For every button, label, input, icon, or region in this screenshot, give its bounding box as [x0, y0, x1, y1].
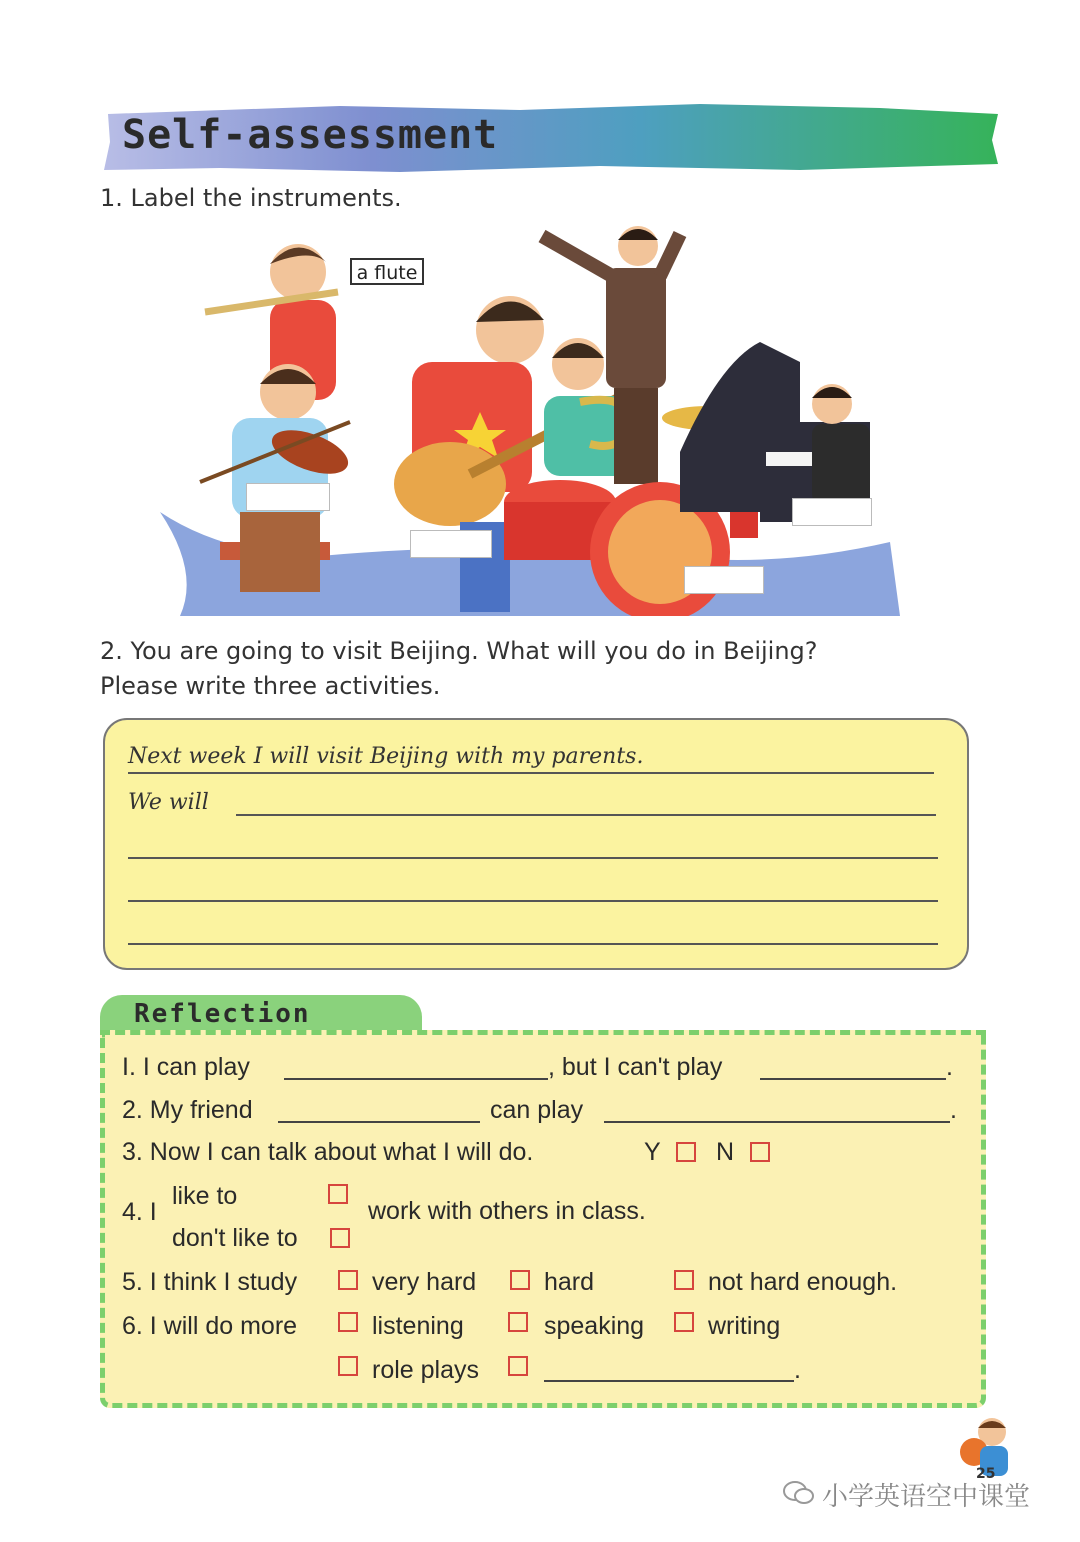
not-hard-enough-checkbox[interactable]: [674, 1270, 694, 1290]
reflection-1-blank-b[interactable]: [760, 1078, 946, 1080]
reflection-3-text: 3. Now I can talk about what I will do.: [122, 1138, 534, 1166]
very-hard-checkbox[interactable]: [338, 1270, 358, 1290]
dont-like-to-checkbox[interactable]: [330, 1228, 350, 1248]
reflection-6-period: .: [794, 1356, 801, 1384]
reflection-2-blank-a[interactable]: [278, 1121, 480, 1123]
not-hard-enough-label: not hard enough.: [708, 1268, 898, 1296]
reflection-title: Reflection: [134, 999, 311, 1029]
reflection-4-text-b: work with others in class.: [368, 1197, 646, 1225]
wechat-icon: [782, 1480, 816, 1506]
reflection-2-text-b: can play: [490, 1096, 584, 1124]
watermark-text: 小学英语空中课堂: [822, 1482, 1031, 1512]
speaking-label: speaking: [544, 1312, 645, 1340]
hard-label: hard: [544, 1268, 595, 1296]
writing-checkbox[interactable]: [674, 1312, 694, 1332]
writing-line-4[interactable]: [128, 900, 938, 902]
reflection-6-text: 6. I will do more: [122, 1312, 298, 1340]
other-blank[interactable]: [544, 1380, 794, 1382]
flute-label: a flute: [350, 258, 424, 285]
role-plays-label: role plays: [372, 1356, 479, 1384]
writing-line-5[interactable]: [128, 943, 938, 945]
listening-label: listening: [372, 1312, 464, 1340]
band-illustration: [160, 212, 900, 616]
writing-line-example: Next week I will visit Beijing with my parents.: [128, 744, 644, 769]
reflection-1-text-b: , but I can't play: [548, 1053, 723, 1081]
writing-line-prefix: We will: [128, 790, 209, 815]
reflection-1-period: .: [946, 1053, 953, 1081]
answer-box-guitar[interactable]: [410, 530, 492, 558]
reflection-4-text: 4. I: [122, 1198, 157, 1226]
reflection-2-blank-b[interactable]: [604, 1121, 950, 1123]
writing-underline-1: [128, 772, 934, 774]
pianist: [812, 384, 870, 504]
page-number: 25: [976, 1466, 996, 1482]
yes-label: Y: [644, 1138, 661, 1166]
answer-box-piano[interactable]: [792, 498, 872, 526]
yes-checkbox[interactable]: [676, 1142, 696, 1162]
no-checkbox[interactable]: [750, 1142, 770, 1162]
reflection-5-text: 5. I think I study: [122, 1268, 298, 1296]
reflection-2-period: .: [950, 1096, 957, 1124]
reflection-2-text: 2. My friend: [122, 1096, 253, 1124]
answer-box-violin[interactable]: [246, 483, 330, 511]
writing-line-2[interactable]: [236, 814, 936, 816]
other-checkbox[interactable]: [508, 1356, 528, 1376]
question-1-prompt: 1. Label the instruments.: [100, 184, 402, 212]
role-plays-checkbox[interactable]: [338, 1356, 358, 1376]
answer-box-drums[interactable]: [684, 566, 764, 594]
question-2-prompt: 2. You are going to visit Beijing. What will you do in Beijing?: [100, 637, 818, 665]
speaking-checkbox[interactable]: [508, 1312, 528, 1332]
like-to-label: like to: [172, 1182, 238, 1210]
reflection-1-blank-a[interactable]: [284, 1078, 548, 1080]
very-hard-label: very hard: [372, 1268, 477, 1296]
listening-checkbox[interactable]: [338, 1312, 358, 1332]
like-to-checkbox[interactable]: [328, 1184, 348, 1204]
writing-line-3[interactable]: [128, 857, 938, 859]
page-title: Self-assessment: [122, 112, 499, 158]
no-label: N: [716, 1138, 735, 1166]
writing-label: writing: [708, 1312, 781, 1340]
reflection-1-text: I. I can play: [122, 1053, 250, 1081]
dont-like-to-label: don't like to: [172, 1224, 298, 1252]
hard-checkbox[interactable]: [510, 1270, 530, 1290]
question-2-instruction: Please write three activities.: [100, 672, 441, 700]
